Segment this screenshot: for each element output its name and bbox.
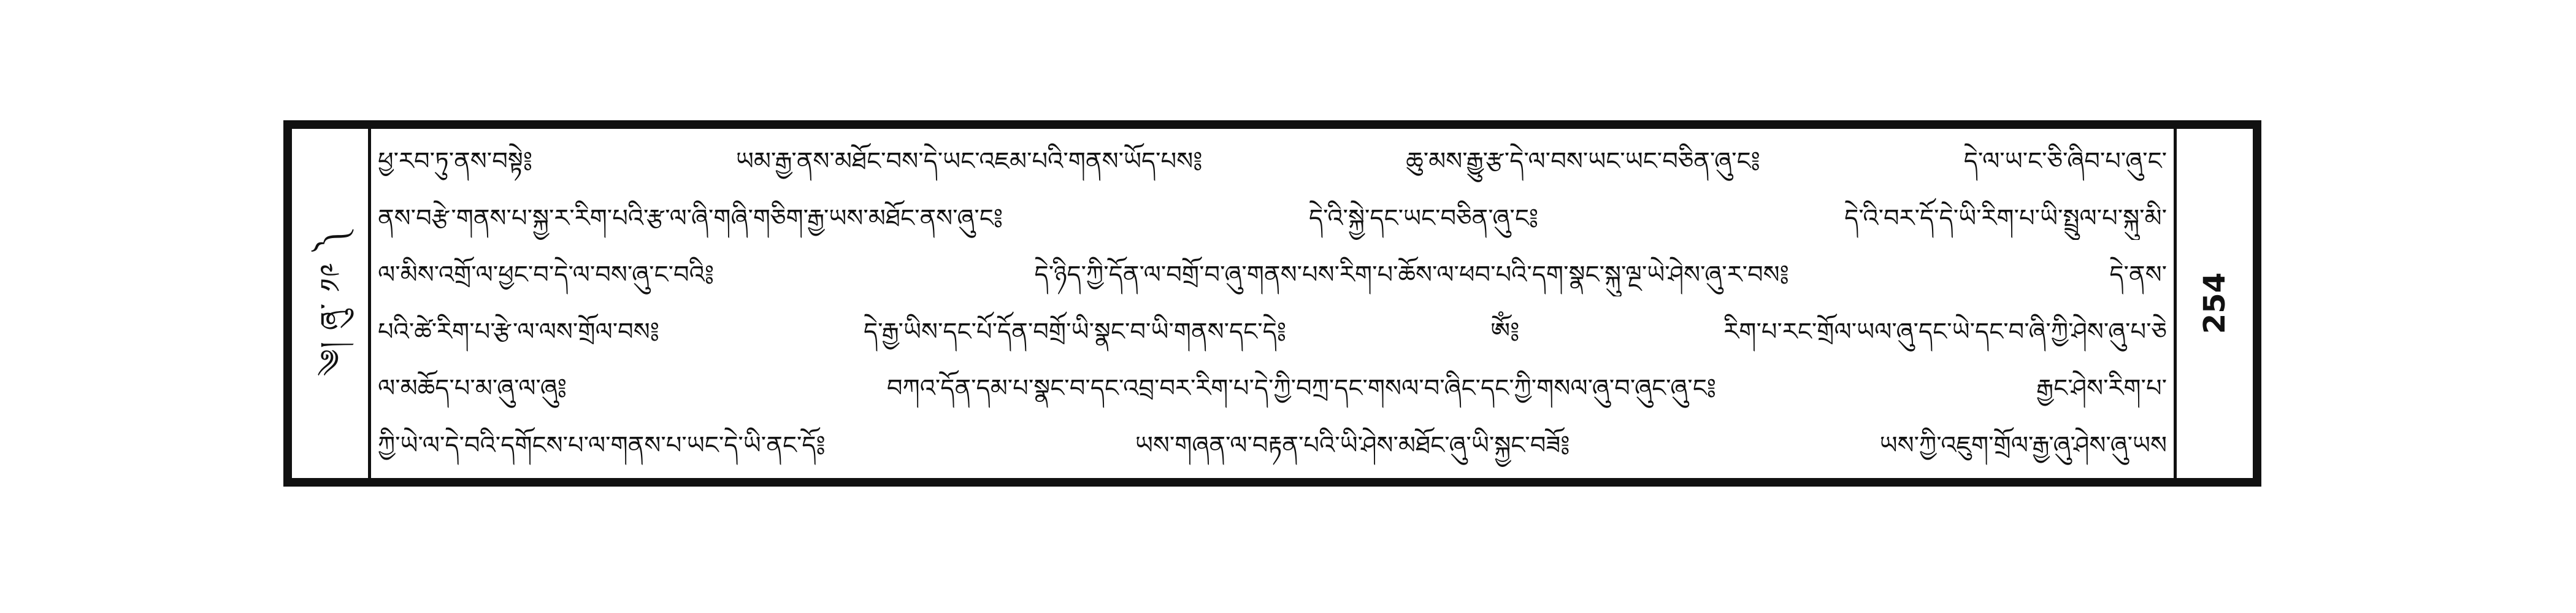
right-margin (2177, 129, 2253, 478)
text-line-4: པའི་ཚེ་རིག་པ་རྩེ་ལ་ལས་གྲོལ་བས༔ དེ་རྒྱ་ཡིས་དང་པོ་དོན་བགྲོ་ཡི་སྣང་བ་ཡི་གནས་དང་དེ༔ ༀ༔ རིག་པ་རང་གྲོལ་ཡལ་ཞུ་དང་ཡེ་དང་བ་ཞི་ཀྱི་ཤེས་ཞུ་པ་ཅེ (378, 317, 2167, 346)
page-number: 254 (2198, 272, 2232, 334)
manuscript-folio (283, 120, 2261, 487)
text-line-6: ཀྱི་ཡེ་ལ་དེ་བའི་དགོངས་པ་ལ་གནས་པ་ཡང་དེ་ཡི་ནང་དོ༔ ཡས་གཞན་ལ་བརྟན་པའི་ཡི་ཤེས་མཐོང་ཞུ་ཡི་སྐྱང་བཟོ༔ ཡས་ཀྱི་འཇུག་གྲོལ་རྒྱ་ཞུ་ཤེས་ཞུ་ཡས (378, 431, 2167, 460)
folio-margin-label: ༄། ཞུ་ ༡༩ ༽ (313, 230, 347, 377)
text-line-1: ཕྱ་རབ་ཏུ་ནས་བསྟེ༔ ཡམ་རྒྱ་ནས་མཐོང་བས་དེ་ཡང་འཇམ་པའི་གནས་ཡོད་པས༔ ཆུ་མས་རྒྱུ་རྩ་དེ་ལ་བས་ཡང་ཡང་བཅིན་ཞུ་ང༔ དེ་ལ་ཡ་ང་ཅི་ཞིབ་པ་ཞུ་ང་ (378, 147, 2167, 175)
left-margin (292, 129, 368, 478)
text-block (378, 140, 2167, 467)
text-line-3: ལ་མིས་འགྲོ་ལ་ཕྱང་བ་དེ་ལ་བས་ཞུ་ང་བའི༔ དེ་ཉིད་ཀྱི་དོན་ལ་བགྲོ་བ་ཞུ་གནས་པས་རིག་པ་ཆོས་ལ་ཕབ་པའི་དག་སྣང་སྐུ་ལྔ་ཡེ་ཤེས་ཞུ་ར་བས༔ དེ་ནས་ (378, 261, 2167, 290)
text-line-5: ལ་མཆོད་པ་མ་ཞུ་ལ་ཞུ༔ བཀའ་དོན་དམ་པ་སྣང་བ་དང་འབྲ་བར་རིག་པ་དེ་ཀྱི་བཀྲ་དང་གསལ་བ་ཞིང་དང་ཀྱི་གསལ་ཞུ་བ་ཞུང་ཞུ་ང༔ རྒྱང་ཤེས་རིག་པ་ (378, 374, 2167, 403)
text-line-2: ནས་བརྩེ་གནས་པ་སྐྱ་ར་རིག་པའི་རྩ་ལ་ཞི་གཞི་གཅིག་རྒྱ་ཡས་མཐོང་ནས་ཞུ་ང༔ དེ་འི་སྐྱེ་དང་ཡང་བཅིན་ཞུ་ང༔ དེ་འི་བར་དོ་དེ་ཡི་རིག་པ་ཡི་སྤྲུལ་པ་སྐུ་མི་ (378, 204, 2167, 233)
